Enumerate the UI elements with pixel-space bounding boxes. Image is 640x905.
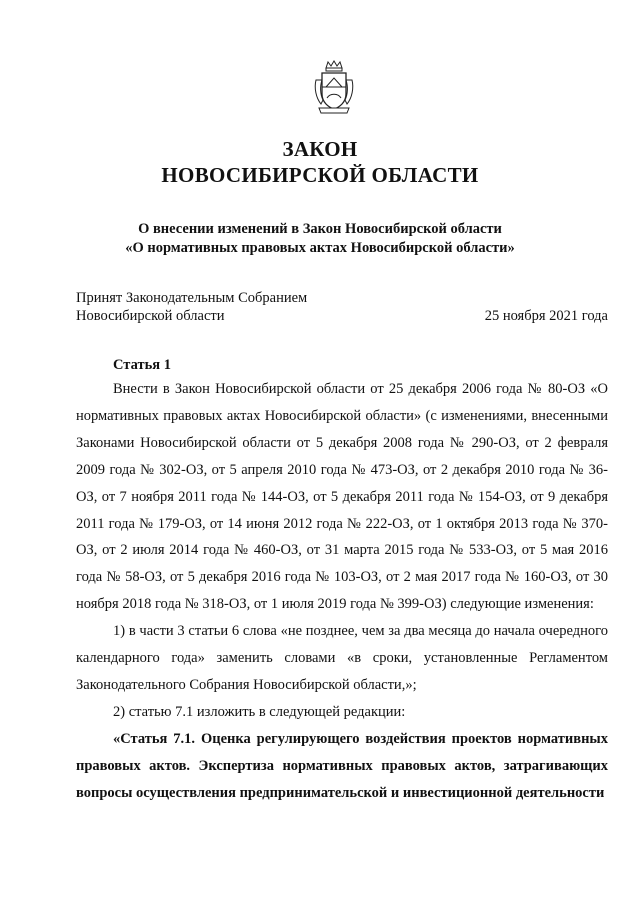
article-paragraph: 1) в части 3 статьи 6 слова «не позднее, чем за два месяца до начала очередного календарного года» заменить словами «в сроки, установленные Регламентом Законодательного Собрания Новосибирской области,»; — [76, 623, 608, 693]
law-subtitle-line1: О внесении изменений в Закон Новосибирской области — [138, 221, 502, 237]
article-paragraph: 2) статью 7.1 изложить в следующей редакции: — [113, 703, 406, 720]
adopted-by-line2: Новосибирской области — [76, 308, 225, 324]
article-body — [76, 376, 608, 807]
adoption-date: 25 ноября 2021 года — [484, 308, 608, 324]
article-paragraph: Внести в Закон Новосибирской области от 25 декабря 2006 года № 80-ОЗ «О нормативных правовых актах Новосибирской области» (с изменениями, внесенными Законами Новосибирской области от 5 декабря 2008 года № 290-ОЗ, от 2 февраля 2009 года № 302-ОЗ, от 5 апреля 2010 года № 473-ОЗ, от 2 декабря 2010 года № 36-ОЗ, от 7 ноября 2011 года № 144-ОЗ, от 5 декабря 2011 года № 154-ОЗ, от 9 декабря 2011 года № 179-ОЗ, от 14 июня 2012 года № 222-ОЗ, от 1 октября 2013 года № 370-ОЗ, от 2 июля 2014 года № 460-ОЗ, от 31 марта 2015 года № 533-ОЗ, от 5 мая 2016 года № 58-ОЗ, от 5 декабря 2016 года № 103-ОЗ, от 2 мая 2017 года № 160-ОЗ, от 30 ноября 2018 года № 318-ОЗ, от 1 июля 2019 года № 399-ОЗ) следующие изменения: — [76, 381, 608, 613]
coat-of-arms-icon — [312, 60, 356, 115]
law-subtitle-line2: «О нормативных правовых актах Новосибирской области» — [125, 240, 515, 256]
article-heading: Статья 1 — [113, 357, 171, 373]
adopted-by-line1: Принят Законодательным Собранием — [76, 290, 308, 306]
quoted-article-heading: «Статья 7.1. Оценка регулирующего воздействия проектов нормативных правовых актов. Экспертиза нормативных правовых актов, затрагивающих вопросы осуществления предпринимательской и инвестиционной деятельности — [76, 730, 608, 801]
law-title-line2: НОВОСИБИРСКОЙ ОБЛАСТИ — [161, 163, 479, 187]
law-title-line1: ЗАКОН — [282, 137, 358, 161]
